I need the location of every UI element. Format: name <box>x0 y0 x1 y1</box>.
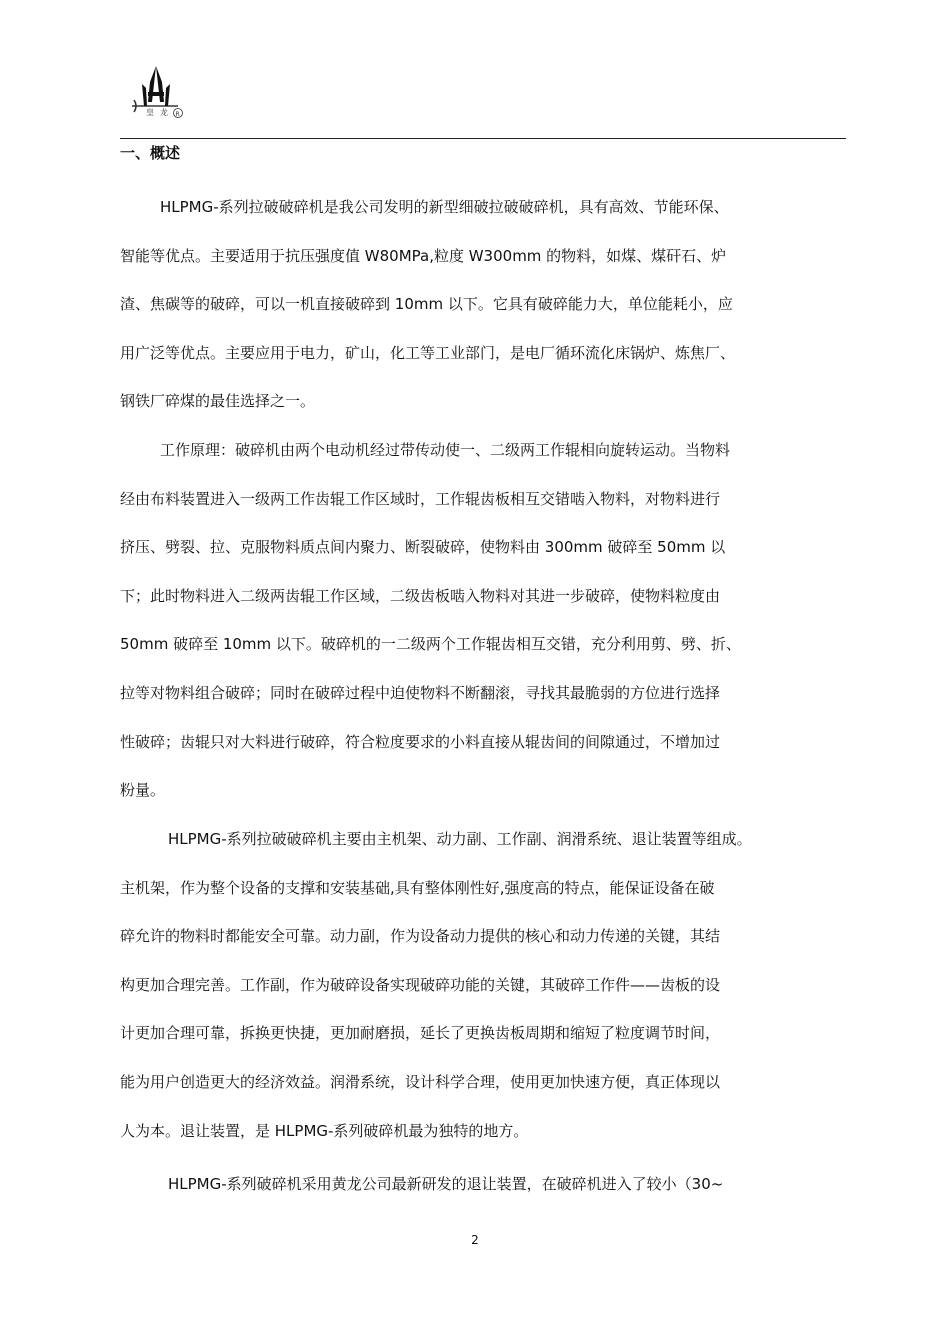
text-line: 挤压、劈裂、拉、克服物料质点间内聚力、断裂破碎，使物料由 300mm 破碎至 50mm 以 <box>120 538 726 557</box>
paragraph-overview <box>120 183 846 426</box>
text-line: HLPMG-系列拉破破碎机主要由主机架、动力副、工作副、润滑系统、退让装置等组成。 <box>168 830 752 848</box>
text-line: 下；此时物料进入二级两齿辊工作区域，二级齿板啮入物料对其进一步破碎，使物料粒度由 <box>120 586 721 605</box>
text-line: 50mm 破碎至 10mm 以下。破碎机的一二级两个工作辊齿相互交错，充分利用剪、劈、折、 <box>120 635 741 654</box>
header-rule <box>120 138 846 139</box>
text-line: 钢铁厂碎煤的最佳选择之一。 <box>120 392 316 411</box>
svg-text:R: R <box>175 111 180 118</box>
text-line: 人为本。退让装置，是 HLPMG-系列破碎机最为独特的地方。 <box>120 1121 529 1140</box>
text-line: 工作原理：破碎机由两个电动机经过带传动使一、二级两工作辊相向旋转运动。当物料 <box>160 441 731 459</box>
page-number: 2 <box>471 1233 479 1247</box>
section-heading: 一、概述 <box>120 144 181 162</box>
paragraph-yield-device <box>120 1160 846 1209</box>
text-line: 主机架，作为整个设备的支撑和安装基础,具有整体刚性好,强度高的特点，能保证设备在破 <box>120 878 715 897</box>
paragraph-structure <box>120 815 846 1155</box>
text-line: 碎允许的物料时都能安全可靠。动力副，作为设备动力提供的核心和动力传递的关键，其结 <box>120 927 721 946</box>
text-line: 性破碎；齿辊只对大料进行破碎，符合粒度要求的小料直接从辊齿间的间隙通过，不增加过 <box>120 732 721 751</box>
text-line: 渣、焦碳等的破碎，可以一机直接破碎到 10mm 以下。它具有破碎能力大，单位能耗小，应 <box>120 295 733 314</box>
text-line: 构更加合理完善。工作副，作为破碎设备实现破碎功能的关键，其破碎工作件——齿板的设 <box>120 975 721 994</box>
company-logo-icon <box>128 62 184 120</box>
text-line: 计更加合理可靠，拆换更快捷，更加耐磨损，延长了更换齿板周期和缩短了粒度调节时间， <box>120 1024 721 1043</box>
svg-text:皇: 皇 <box>146 108 154 117</box>
text-line: 拉等对物料组合破碎；同时在破碎过程中迫使物料不断翻滚，寻找其最脆弱的方位进行选择 <box>120 683 721 702</box>
text-line: 经由布料装置进入一级两工作齿辊工作区域时，工作辊齿板相互交错啮入物料，对物料进行 <box>120 489 721 508</box>
text-line: 能为用户创造更大的经济效益。润滑系统，设计科学合理，使用更加快速方便，真正体现以 <box>120 1072 721 1091</box>
text-line: HLPMG-系列破碎机采用黄龙公司最新研发的退让装置，在破碎机进入了较小（30~ <box>168 1175 724 1193</box>
paragraph-working-principle <box>120 426 846 815</box>
text-line: 智能等优点。主要适用于抗压强度值 W80MPa,粒度 W300mm 的物料，如煤、煤矸石、炉 <box>120 246 727 265</box>
svg-text:龙: 龙 <box>160 108 168 117</box>
text-line: 粉量。 <box>120 781 166 800</box>
text-line: 用广泛等优点。主要应用于电力，矿山，化工等工业部门，是电厂循环流化床锅炉、炼焦厂、 <box>120 343 736 362</box>
text-line: HLPMG-系列拉破破碎机是我公司发明的新型细破拉破破碎机，具有高效、节能环保、 <box>160 198 729 216</box>
